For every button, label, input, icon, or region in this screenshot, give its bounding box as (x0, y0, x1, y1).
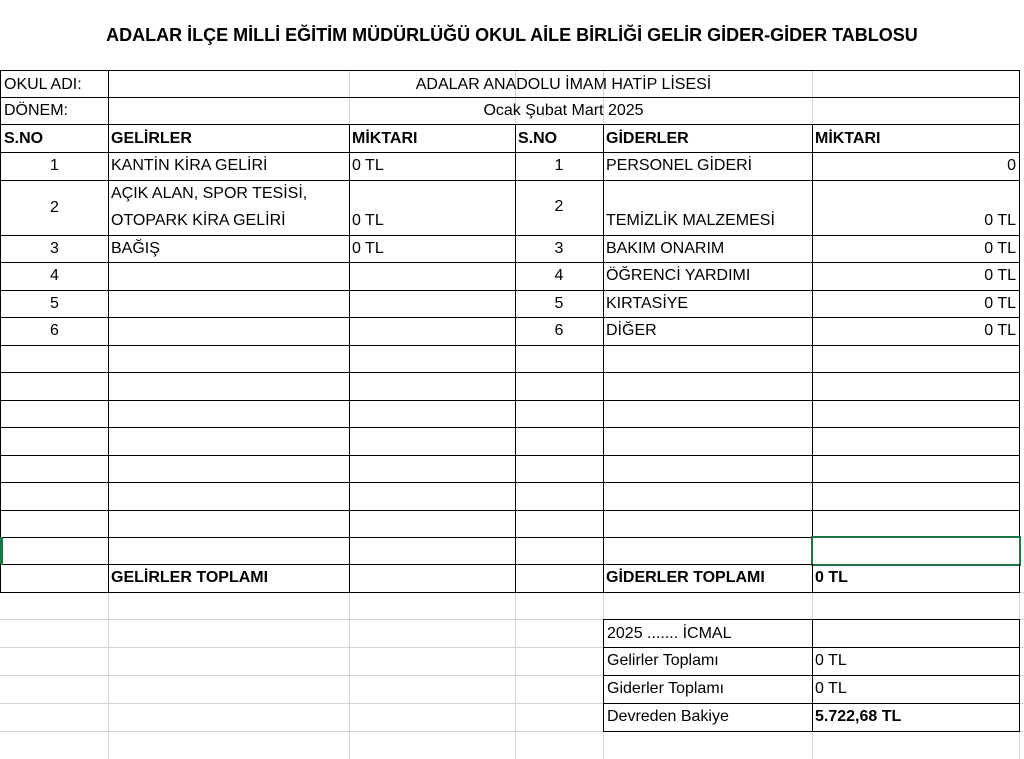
gelir-amount[interactable]: 0 TL (349, 235, 516, 263)
gider-name[interactable]: ÖĞRENCİ YARDIMI (603, 262, 813, 291)
empty-cell[interactable] (603, 537, 813, 565)
empty-cell[interactable] (515, 537, 604, 565)
empty-cell[interactable] (0, 455, 109, 483)
gider-amount[interactable]: 0 TL (812, 262, 1020, 291)
donem-value[interactable]: Ocak Şubat Mart 2025 (108, 97, 1020, 125)
gider-amount[interactable]: 0 (812, 152, 1020, 181)
empty-cell[interactable] (515, 455, 604, 483)
empty-cell[interactable] (108, 482, 350, 511)
header-miktari-2[interactable]: MİKTARI (812, 125, 1020, 153)
gelir-name[interactable] (108, 180, 350, 236)
header-gelirler[interactable]: GELİRLER (108, 125, 350, 153)
page-title: ADALAR İLÇE MİLLİ EĞİTİM MÜDÜRLÜĞÜ OKUL AİLE BİRLİĞİ GELİR GİDER-GİDER TABLOSU (0, 0, 1024, 70)
gelir-sno[interactable]: 4 (0, 262, 109, 291)
empty-cell[interactable] (349, 427, 516, 456)
header-sno-2[interactable]: S.NO (515, 125, 604, 153)
empty-cell[interactable] (349, 510, 516, 538)
icmal-gelirler-label[interactable]: Gelirler Toplamı (603, 647, 813, 676)
empty-cell[interactable] (108, 537, 350, 565)
gider-name[interactable]: TEMİZLİK MALZEMESİ (603, 180, 813, 236)
gider-sno[interactable]: 4 (515, 262, 604, 291)
gelir-amount[interactable] (349, 262, 516, 291)
gider-sno[interactable]: 5 (515, 290, 604, 318)
empty-cell[interactable] (515, 372, 604, 401)
icmal-giderler-value[interactable]: 0 TL (812, 675, 1020, 704)
empty-cell[interactable] (603, 345, 813, 373)
gelir-sno[interactable]: 2 (0, 180, 109, 236)
okul-adi-value[interactable]: ADALAR ANADOLU İMAM HATİP LİSESİ (108, 70, 1020, 98)
gider-amount[interactable]: 0 TL (812, 180, 1020, 236)
gelirler-toplami-value[interactable] (349, 564, 516, 593)
icmal-devreden-label[interactable]: Devreden Bakiye (603, 703, 813, 732)
gider-sno[interactable]: 3 (515, 235, 604, 263)
empty-cell[interactable] (603, 400, 813, 428)
empty-cell[interactable] (0, 427, 109, 456)
icmal-title-value[interactable] (812, 619, 1020, 648)
gelir-name-line: OTOPARK KİRA GELİRİ (111, 212, 286, 229)
giderler-toplami-value[interactable]: 0 TL (812, 564, 1020, 593)
gider-name[interactable]: BAKIM ONARIM (603, 235, 813, 263)
gelir-amount[interactable] (349, 317, 516, 346)
empty-cell[interactable] (515, 400, 604, 428)
empty-cell[interactable] (515, 427, 604, 456)
empty-cell[interactable] (108, 510, 350, 538)
gelir-sno[interactable]: 6 (0, 317, 109, 346)
empty-cell[interactable] (108, 455, 350, 483)
empty-cell[interactable] (812, 455, 1020, 483)
icmal-gelirler-value[interactable]: 0 TL (812, 647, 1020, 676)
gelir-name-line: AÇIK ALAN, SPOR TESİSİ, (111, 185, 308, 202)
empty-cell[interactable] (603, 372, 813, 401)
empty-cell[interactable] (812, 510, 1020, 538)
gider-sno[interactable]: 2 (515, 180, 604, 236)
gider-name[interactable]: KIRTASİYE (603, 290, 813, 318)
gider-sno[interactable]: 6 (515, 317, 604, 346)
header-sno[interactable]: S.NO (0, 125, 109, 153)
gelir-name[interactable] (108, 290, 350, 318)
gelir-sno[interactable]: 5 (0, 290, 109, 318)
header-giderler[interactable]: GİDERLER (603, 125, 813, 153)
empty-cell[interactable] (0, 482, 109, 511)
gelir-amount[interactable] (349, 290, 516, 318)
empty-cell[interactable] (108, 400, 350, 428)
icmal-devreden-value[interactable]: 5.722,68 TL (812, 703, 1020, 732)
icmal-giderler-label[interactable]: Giderler Toplamı (603, 675, 813, 704)
gider-amount[interactable]: 0 TL (812, 317, 1020, 346)
empty-cell[interactable] (108, 345, 350, 373)
gider-amount[interactable]: 0 TL (812, 290, 1020, 318)
gelir-name[interactable]: KANTİN KİRA GELİRİ (108, 152, 350, 181)
empty-cell[interactable] (603, 427, 813, 456)
empty-cell[interactable] (349, 345, 516, 373)
empty-cell[interactable] (812, 400, 1020, 428)
empty-cell[interactable] (812, 427, 1020, 456)
selected-cell[interactable] (811, 536, 1021, 566)
empty-cell[interactable] (603, 482, 813, 511)
gelir-sno[interactable]: 1 (0, 152, 109, 181)
empty-cell[interactable] (515, 345, 604, 373)
empty-cell[interactable] (515, 510, 604, 538)
gelir-name[interactable]: BAĞIŞ (108, 235, 350, 263)
gelir-sno[interactable]: 3 (0, 235, 109, 263)
empty-cell[interactable] (812, 345, 1020, 373)
empty-cell[interactable] (108, 372, 350, 401)
gelir-amount[interactable]: 0 TL (349, 152, 516, 181)
gelirler-toplami-label[interactable]: GELİRLER TOPLAMI (108, 564, 350, 593)
empty-cell[interactable] (812, 482, 1020, 511)
empty-cell[interactable] (349, 482, 516, 511)
empty-cell[interactable] (0, 537, 109, 565)
totals-spacer[interactable] (515, 564, 604, 593)
empty-cell[interactable] (0, 510, 109, 538)
empty-cell[interactable] (603, 510, 813, 538)
gider-amount[interactable]: 0 TL (812, 235, 1020, 263)
giderler-toplami-label[interactable]: GİDERLER TOPLAMI (603, 564, 813, 593)
empty-cell[interactable] (349, 537, 516, 565)
empty-cell[interactable] (108, 427, 350, 456)
empty-cell[interactable] (0, 372, 109, 401)
header-miktari[interactable]: MİKTARI (349, 125, 516, 153)
gelir-name[interactable] (108, 317, 350, 346)
empty-cell[interactable] (349, 455, 516, 483)
totals-spacer[interactable] (0, 564, 109, 593)
empty-cell[interactable] (0, 345, 109, 373)
okul-adi-label[interactable]: OKUL ADI: (0, 70, 109, 98)
gelir-amount[interactable]: 0 TL (349, 180, 516, 236)
gider-name[interactable]: PERSONEL GİDERİ (603, 152, 813, 181)
empty-cell[interactable] (349, 372, 516, 401)
gelir-name[interactable] (108, 262, 350, 291)
empty-cell[interactable] (515, 482, 604, 511)
gider-name[interactable]: DİĞER (603, 317, 813, 346)
donem-label[interactable]: DÖNEM: (0, 97, 109, 125)
empty-cell[interactable] (812, 372, 1020, 401)
icmal-title[interactable]: 2025 ....... İCMAL (603, 619, 813, 648)
empty-cell[interactable] (349, 400, 516, 428)
empty-cell[interactable] (603, 455, 813, 483)
row-selection-indicator (0, 537, 3, 565)
empty-cell[interactable] (0, 400, 109, 428)
gider-sno[interactable]: 1 (515, 152, 604, 181)
